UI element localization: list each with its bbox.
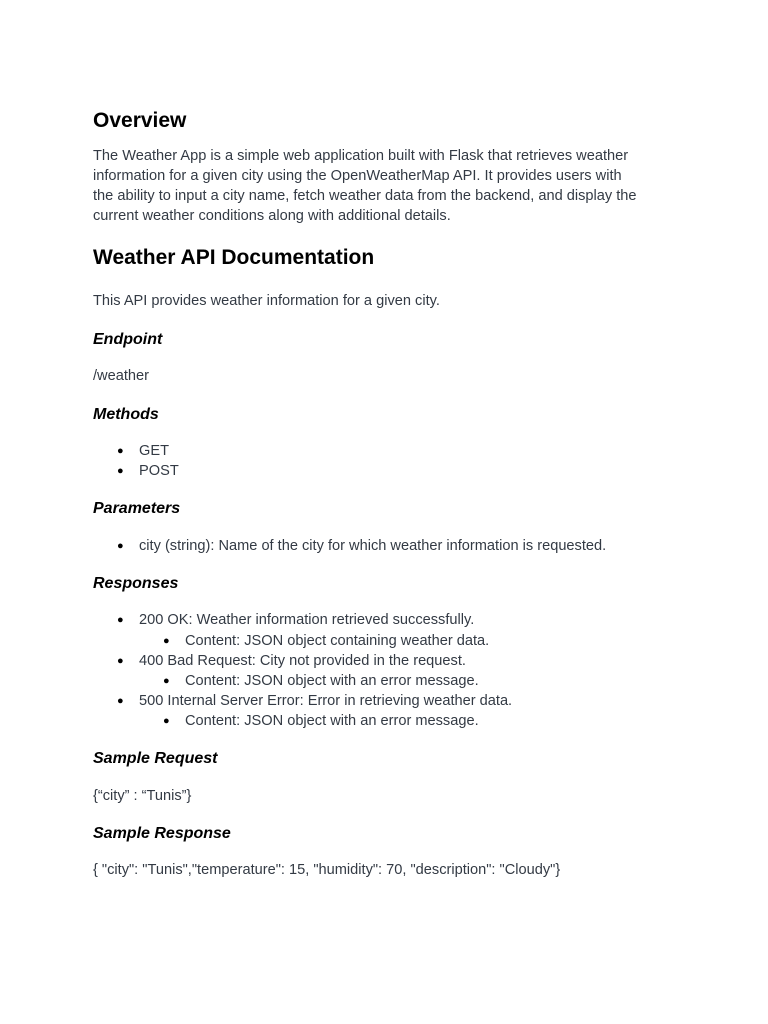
response-subitem-500 — [163, 711, 479, 731]
parameters-heading: Parameters — [93, 500, 181, 517]
bullet-icon: ● — [163, 715, 170, 727]
response-item-400 — [117, 651, 466, 671]
response-subitem-200 — [163, 631, 490, 651]
overview-heading: Overview — [93, 109, 187, 132]
parameters-item-label: city (string): Name of the city for which weather information is requested. — [139, 538, 607, 554]
bullet-icon: ● — [117, 465, 124, 477]
methods-item-label: POST — [139, 463, 179, 479]
overview-paragraph — [93, 146, 683, 226]
sample-request-value: {“city” : “Tunis”} — [93, 788, 192, 804]
parameters-item-city — [117, 536, 607, 556]
bullet-icon: ● — [163, 635, 170, 647]
methods-heading: Methods — [93, 406, 159, 423]
api-heading: Weather API Documentation — [93, 246, 375, 269]
response-item-200 — [117, 610, 475, 630]
sample-response-heading: Sample Response — [93, 825, 231, 842]
sample-response-value: { "city": "Tunis","temperature": 15, "humidity": 70, "description": "Cloudy"} — [93, 862, 561, 878]
endpoint-value: /weather — [93, 368, 149, 384]
api-intro: This API provides weather information for a given city. — [93, 293, 440, 309]
response-item-label: 200 OK: Weather information retrieved successfully. — [139, 612, 475, 628]
response-subitem-label: Content: JSON object containing weather data. — [185, 633, 490, 649]
response-subitem-label: Content: JSON object with an error message. — [185, 673, 479, 689]
bullet-icon: ● — [163, 675, 170, 687]
bullet-icon: ● — [117, 445, 124, 457]
methods-item-get — [117, 441, 169, 461]
bullet-icon: ● — [117, 655, 124, 667]
methods-item-label: GET — [139, 443, 169, 459]
response-item-500 — [117, 691, 513, 711]
sample-request-heading: Sample Request — [93, 750, 218, 767]
response-item-label: 500 Internal Server Error: Error in retrieving weather data. — [139, 693, 513, 709]
response-subitem-400 — [163, 671, 479, 691]
bullet-icon: ● — [117, 540, 124, 552]
methods-item-post — [117, 461, 179, 481]
responses-heading: Responses — [93, 575, 179, 592]
overview-line-3: the ability to input a city name, fetch weather data from the backend, and display the — [93, 188, 637, 204]
overview-line-2: information for a given city using the OpenWeatherMap API. It provides users with — [93, 168, 622, 184]
overview-line-1: The Weather App is a simple web application built with Flask that retrieves weather — [93, 148, 629, 164]
overview-line-4: current weather conditions along with additional details. — [93, 208, 451, 224]
bullet-icon: ● — [117, 695, 124, 707]
bullet-icon: ● — [117, 614, 124, 626]
response-subitem-label: Content: JSON object with an error message. — [185, 713, 479, 729]
endpoint-heading: Endpoint — [93, 331, 163, 348]
response-item-label: 400 Bad Request: City not provided in the request. — [139, 653, 466, 669]
